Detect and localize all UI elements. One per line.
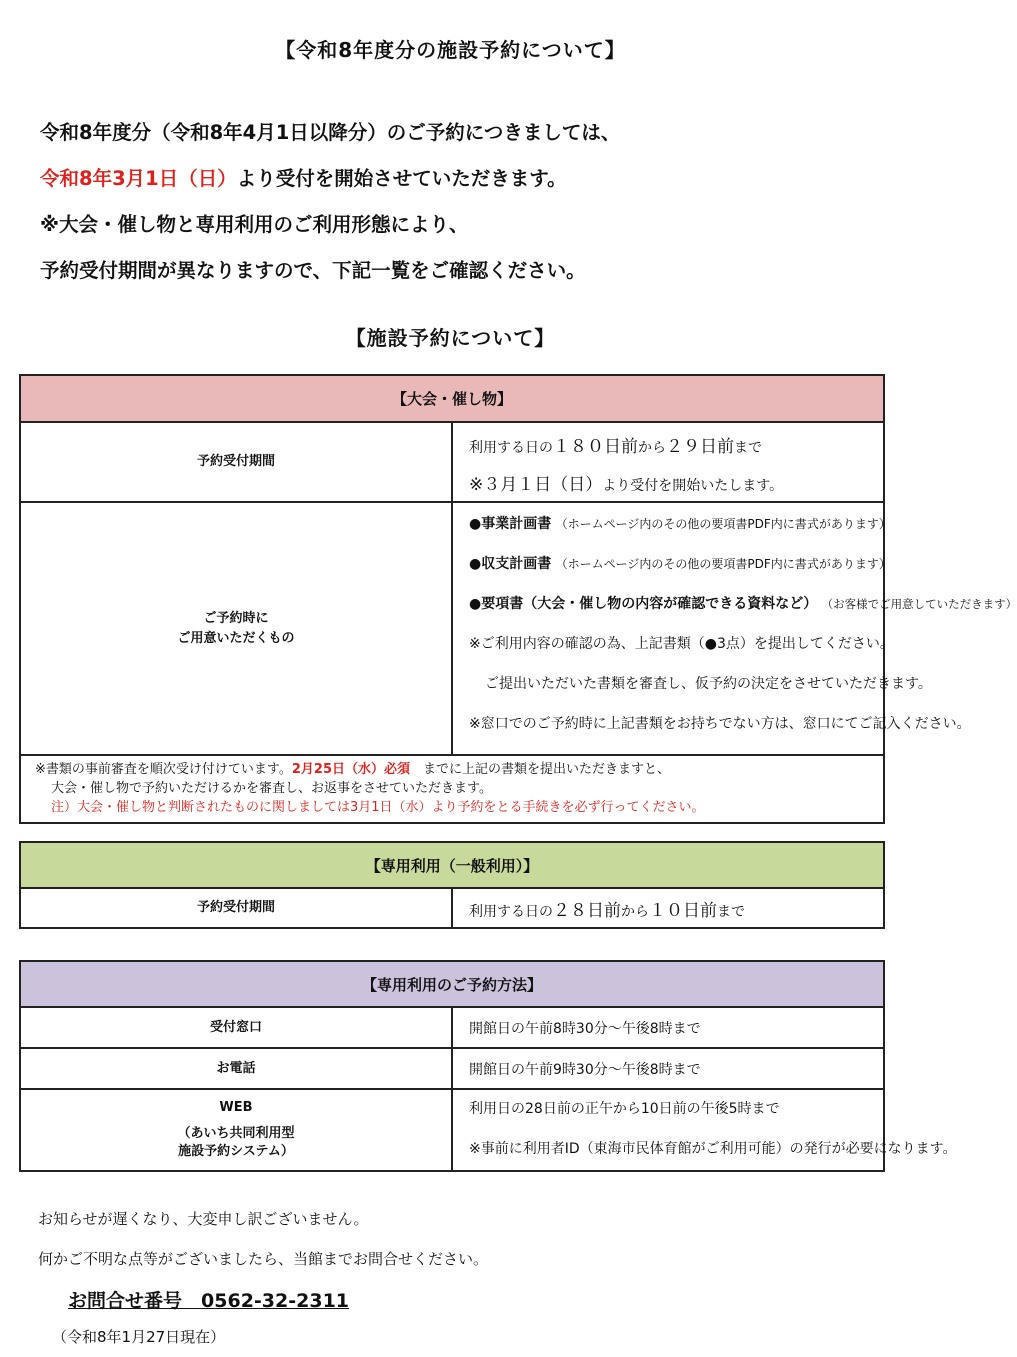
method-web-value-1: 利用日の28日前の正午から10日前の午後5時まで [469, 1101, 780, 1117]
event-period-note-b: より受付を開始いたします。 [602, 478, 784, 494]
event-period-d: ２９日前 [666, 437, 734, 457]
general-period-label: 予約受付期間 [20, 888, 452, 928]
general-period-a: 利用する日の [469, 903, 553, 920]
event-period-line [469, 432, 883, 470]
event-notes [20, 755, 884, 823]
event-docs-label [20, 502, 452, 755]
event-docs-cell [452, 502, 1017, 755]
event-period-label: 予約受付期間 [20, 422, 452, 502]
method-value-phone: 開館日の午前9時30分～午後8時まで [452, 1048, 884, 1089]
general-period-d: １０日前 [649, 900, 717, 921]
doc-note-3: ※窓口でのご予約時に上記書類をお持ちでない方は、窓口にてご記入ください。 [469, 716, 971, 732]
event-period-note [469, 470, 883, 495]
doc-item-2-name: ●収支計画書 [469, 556, 552, 572]
method-table [19, 960, 957, 1172]
intro-line-1: 令和8年度分（令和8年4月1日以降分）のご予約につきましては、 [40, 121, 621, 144]
event-note-line-2: 大会・催し物で予約いただけるかを審査し、お返事をさせていただきます。 [51, 781, 492, 796]
intro-line-3: ※大会・催し物と専用利用のご利用形態により、 [40, 213, 469, 236]
general-period-b: ２８日前 [553, 900, 621, 921]
doc-note-2: ご提出いただいた書類を審査し、仮予約の決定をさせていただきます。 [485, 676, 932, 692]
doc-item-1 [469, 514, 891, 554]
doc-item-2-note: （ホームページ内のその他の要項書PDF内に書式があります） [555, 557, 891, 571]
footer-inquiry: 何かご不明な点等がございましたら、当館までお問合せください。 [38, 1250, 489, 1268]
method-label-web [20, 1089, 452, 1171]
footer-apology: お知らせが遅くなり、大変申し訳ございません。 [38, 1210, 369, 1228]
event-table-header: 【大会・催し物】 [20, 375, 884, 422]
page-title: 【令和8年度分の施設予約について】 [275, 38, 626, 62]
doc-note-1: ※ご利用内容の確認の為、上記書類（●3点）を提出してください。 [469, 636, 894, 652]
as-of-date: （令和8年1月27日現在） [52, 1328, 226, 1346]
doc-item-3-note: （お客様でご用意していただきます） [821, 597, 1017, 611]
event-note-a: ※書類の事前審査を順次受け付けています。 [35, 762, 292, 777]
event-note-line-1 [35, 760, 883, 779]
general-period-e: まで [717, 903, 745, 920]
section-title: 【施設予約について】 [345, 326, 556, 350]
doc-item-1-name: ●事業計画書 [469, 516, 552, 532]
method-web-label-2: （あいち共同利用型 [177, 1126, 295, 1141]
doc-item-3 [469, 594, 1017, 634]
method-value-web [452, 1089, 957, 1171]
event-period-a: 利用する日の [469, 440, 553, 456]
intro-line-2-rest: より受付を開始させていただきます。 [236, 167, 567, 190]
event-note-deadline: 2月25日（水）必須 [291, 762, 410, 777]
intro-line-2 [40, 163, 567, 191]
method-label-phone: お電話 [20, 1048, 452, 1089]
method-web-label-3: 施設予約システム） [178, 1144, 294, 1159]
event-period-e: まで [734, 440, 762, 456]
doc-item-1-note: （ホームページ内のその他の要項書PDF内に書式があります） [555, 517, 891, 531]
intro-line-4: 予約受付期間が異なりますので、下記一覧をご確認ください。 [40, 259, 586, 282]
start-date: 令和8年3月1日（日） [40, 167, 237, 190]
event-period-c: から [638, 440, 666, 456]
doc-item-2 [469, 554, 891, 594]
event-note-b: までに上記の書類を提出いただきますと、 [423, 762, 671, 777]
method-value-counter: 開館日の午前8時30分～午後8時まで [452, 1007, 884, 1048]
method-table-header: 【専用利用のご予約方法】 [20, 961, 884, 1007]
contact-label: お問合せ番号 [68, 1290, 183, 1312]
method-label-counter: 受付窓口 [20, 1007, 452, 1048]
method-web-value-2: ※事前に利用者ID（東海市民体育館がご利用可能）の発行が必要になります。 [469, 1141, 957, 1157]
event-table [19, 374, 1017, 824]
event-period-b: １８０日前 [553, 437, 638, 457]
general-table-header: 【専用利用（一般利用）】 [20, 842, 884, 888]
doc-item-3-name: ●要項書（大会・催し物の内容が確認できる資料など） [469, 596, 818, 612]
event-docs-label-1: ご予約時に [203, 610, 269, 626]
event-note-line-3: 注）大会・催し物と判断されたものに関しましては3月1日（水）より予約をとる手続きを必ず行ってください。 [51, 800, 705, 815]
method-web-label-1: WEB [219, 1100, 253, 1115]
general-period-c: から [621, 903, 649, 920]
contact-phone: 0562-32-2311 [201, 1290, 350, 1312]
general-table [19, 841, 885, 929]
general-period-cell [452, 888, 884, 928]
contact-number [68, 1286, 349, 1313]
event-period-note-a: ※３月１日（日） [469, 475, 603, 495]
event-period-cell [452, 422, 884, 502]
event-docs-label-2: ご用意いただくもの [177, 630, 295, 646]
